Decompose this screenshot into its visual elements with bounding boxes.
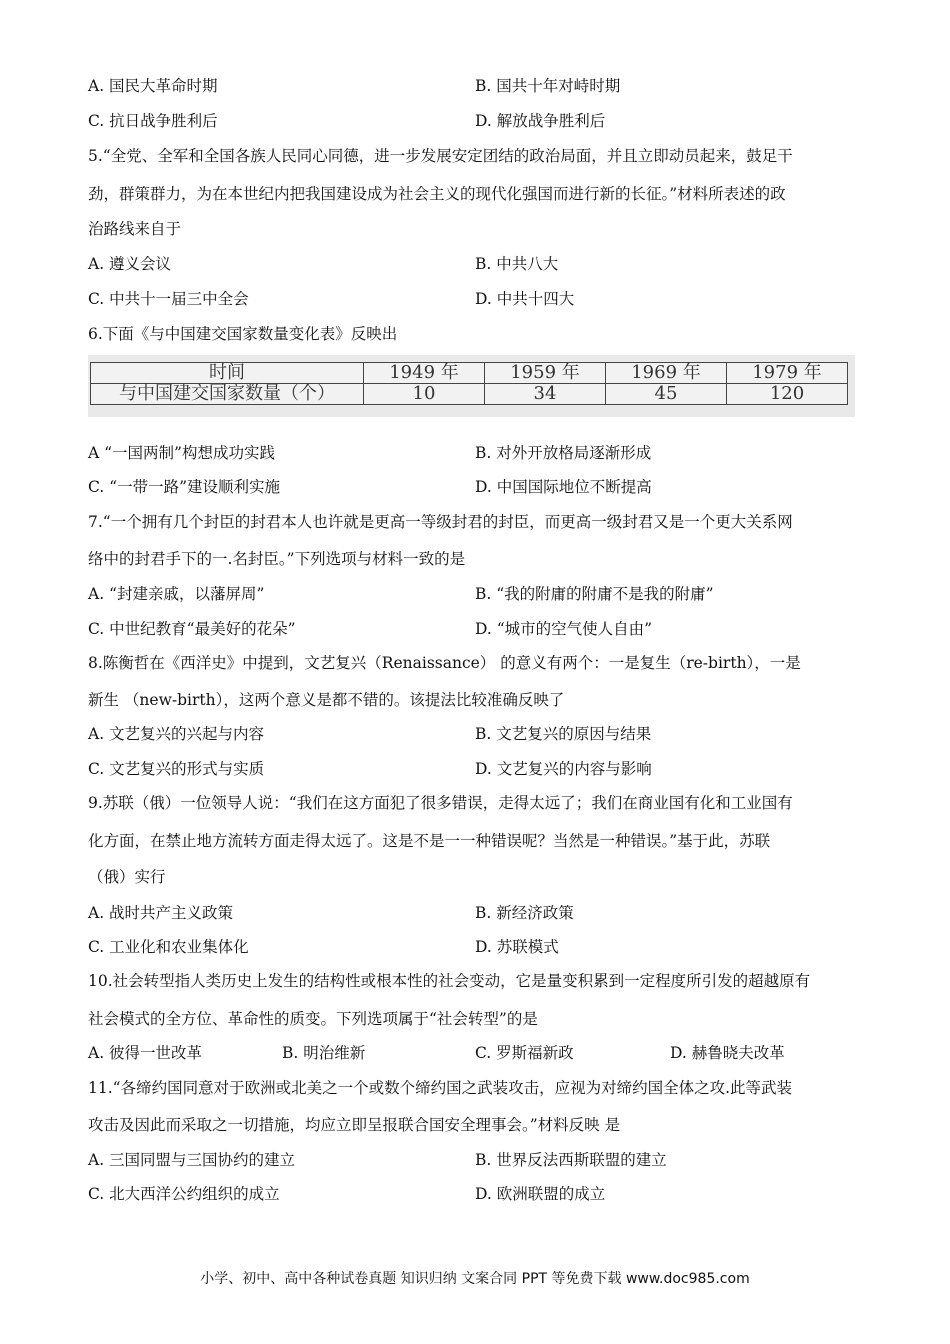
q8-option-d: D. 文艺复兴的内容与影响 bbox=[475, 760, 652, 778]
table-count-cell: 10 bbox=[364, 384, 485, 405]
diplomatic-relations-table-image bbox=[88, 355, 855, 417]
q9-option-c: C. 工业化和农业集体化 bbox=[88, 938, 249, 956]
q5-stem-line3: 治路线来自于 bbox=[88, 220, 182, 238]
q7-option-d: D. “城市的空气使人自由” bbox=[475, 620, 653, 638]
q9-option-a: A. 战时共产主义政策 bbox=[88, 904, 234, 922]
diplomatic-relations-table bbox=[90, 362, 848, 405]
q10-option-c: C. 罗斯福新政 bbox=[475, 1044, 574, 1062]
q9-option-b: B. 新经济政策 bbox=[475, 904, 574, 922]
q6-option-d: D. 中国国际地位不断提高 bbox=[475, 478, 652, 496]
table-count-cell: 45 bbox=[606, 384, 727, 405]
q8-stem-line1: 8.陈衡哲在《西洋史》中提到，文艺复兴（Renaissance） 的意义有两个：一是复生（re-birth），一是 bbox=[88, 654, 801, 672]
table-count-cell: 120 bbox=[727, 384, 848, 405]
q10-option-b: B. 明治维新 bbox=[282, 1044, 366, 1062]
q6-option-c: C. “一带一路”建设顺利实施 bbox=[88, 478, 281, 496]
table-header-row bbox=[91, 363, 848, 384]
q10-option-a: A. 彼得一世改革 bbox=[88, 1044, 203, 1062]
q9-stem-line3: （俄）实行 bbox=[88, 868, 166, 886]
q11-stem-line2: 攻击及因此而采取之一切措施，均应立即呈报联合国安全理事会。”材料反映 是 bbox=[88, 1116, 621, 1134]
table-year-cell: 1969 年 bbox=[606, 363, 727, 384]
q11-option-d: D. 欧洲联盟的成立 bbox=[475, 1185, 606, 1203]
q11-option-a: A. 三国同盟与三国协约的建立 bbox=[88, 1151, 296, 1169]
q4-option-b: B. 国共十年对峙时期 bbox=[475, 77, 621, 95]
q11-option-b: B. 世界反法西斯联盟的建立 bbox=[475, 1151, 667, 1169]
q9-stem-line1: 9.苏联（俄）一位领导人说：“我们在这方面犯了很多错误，走得太远了；我们在商业国有化和工业国有 bbox=[88, 794, 793, 812]
table-header-label: 时间 bbox=[91, 363, 364, 384]
q4-option-d: D. 解放战争胜利后 bbox=[475, 112, 606, 130]
q11-option-c: C. 北大西洋公约组织的成立 bbox=[88, 1185, 280, 1203]
table-data-row bbox=[91, 384, 848, 405]
q5-option-c: C. 中共十一届三中全会 bbox=[88, 290, 249, 308]
q8-option-a: A. 文艺复兴的兴起与内容 bbox=[88, 725, 265, 743]
q10-option-d: D. 赫鲁晓夫改革 bbox=[670, 1044, 785, 1062]
table-count-cell: 34 bbox=[485, 384, 606, 405]
q8-stem-line2: 新生 （new-birth），这两个意义是都不错的。该提法比较准确反映了 bbox=[88, 691, 565, 709]
q10-stem-line2: 社会模式的全方位、革命性的质变。下列选项属于“社会转型”的是 bbox=[88, 1010, 538, 1028]
q5-option-d: D. 中共十四大 bbox=[475, 290, 575, 308]
q9-stem-line2: 化方面，在禁止地方流转方面走得太远了。这是不是一一种错误呢？当然是一种错误。”基于此，苏联 bbox=[88, 832, 771, 850]
q4-option-a: A. 国民大革命时期 bbox=[88, 77, 218, 95]
q5-stem-line2: 劲，群策群力，为在本世纪内把我国建设成为社会主义的现代化强国而进行新的长征。”材料所表述的政 bbox=[88, 185, 786, 203]
table-year-cell: 1979 年 bbox=[727, 363, 848, 384]
q7-stem-line1: 7.“一个拥有几个封臣的封君本人也许就是更高一等级封君的封臣，而更高一级封君又是一个更大关系网 bbox=[88, 513, 793, 531]
table-row-label: 与中国建交国家数量（个） bbox=[91, 384, 364, 405]
q6-option-b: B. 对外开放格局逐渐形成 bbox=[475, 444, 652, 462]
q5-stem-line1: 5.“全党、全军和全国各族人民同心同德，进一步发展安定团结的政治局面，并且立即动员起来，鼓足干 bbox=[88, 147, 793, 165]
table-year-cell: 1959 年 bbox=[485, 363, 606, 384]
q5-option-a: A. 遵义会议 bbox=[88, 255, 172, 273]
q6-option-a: A “一国两制”构想成功实践 bbox=[88, 444, 275, 462]
q11-stem-line1: 11.“各缔约国同意对于欧洲或北美之一个或数个缔约国之武装攻击，应视为对缔约国全体之攻.此等武装 bbox=[88, 1079, 793, 1097]
q10-stem-line1: 10.社会转型指人类历史上发生的结构性或根本性的社会变动，它是量变积累到一定程度所引发的超越原有 bbox=[88, 972, 811, 990]
q4-option-c: C. 抗日战争胜利后 bbox=[88, 112, 218, 130]
page-footer: 小学、初中、高中各种试卷真题 知识归纳 文案合同 PPT 等免费下载 www.doc985.com bbox=[200, 1271, 750, 1287]
q6-stem-line1: 6.下面《与中国建交国家数量变化表》反映出 bbox=[88, 325, 398, 343]
q5-option-b: B. 中共八大 bbox=[475, 255, 559, 273]
q9-option-d: D. 苏联模式 bbox=[475, 938, 559, 956]
q7-option-b: B. “我的附庸的附庸不是我的附庸” bbox=[475, 585, 714, 603]
q7-stem-line2: 络中的封君手下的一.名封臣。”下列选项与材料一致的是 bbox=[88, 550, 466, 568]
q8-option-c: C. 文艺复兴的形式与实质 bbox=[88, 760, 265, 778]
table-year-cell: 1949 年 bbox=[364, 363, 485, 384]
q8-option-b: B. 文艺复兴的原因与结果 bbox=[475, 725, 652, 743]
q7-option-c: C. 中世纪教育“最美好的花朵” bbox=[88, 620, 296, 638]
q7-option-a: A. “封建亲戚，以藩屏周” bbox=[88, 585, 265, 603]
